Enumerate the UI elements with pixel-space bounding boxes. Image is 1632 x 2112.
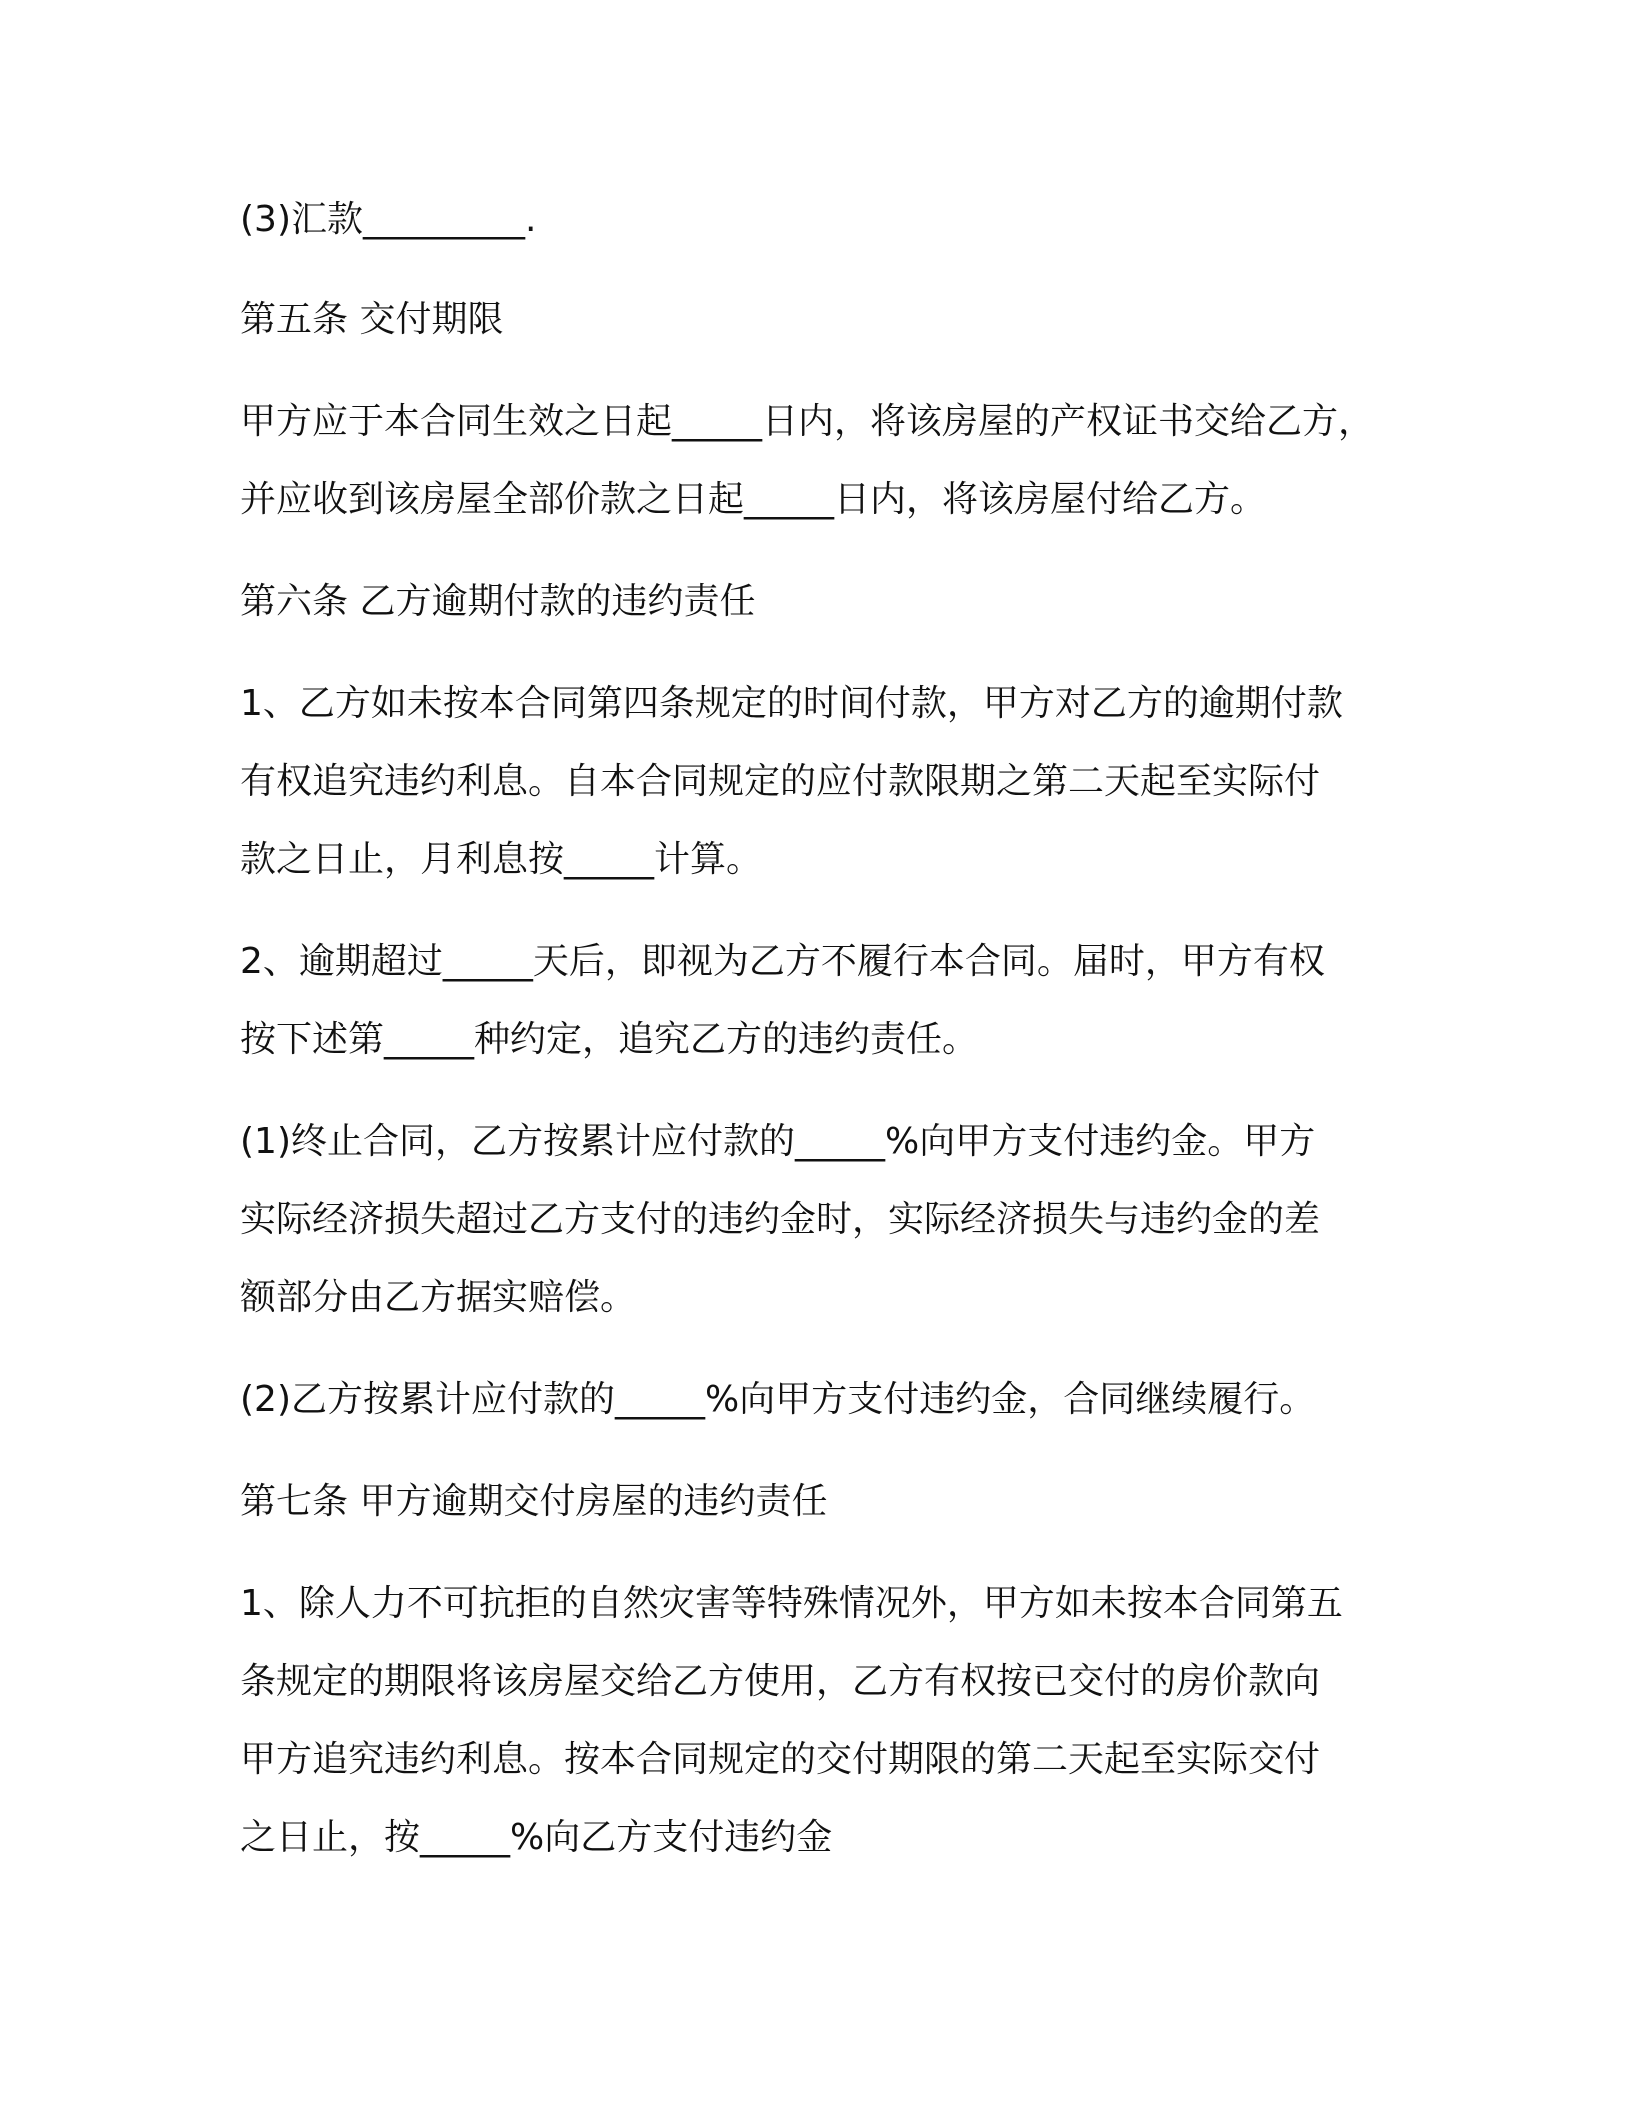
article-6-option-2: (2)乙方按累计应付款的_____%向甲方支付违约金，合同继续履行。 xyxy=(240,1379,1316,1420)
article-6-heading: 第六条 乙方逾期付款的违约责任 xyxy=(240,581,756,622)
payment-method-remittance: (3)汇款_________. xyxy=(240,199,537,240)
article-6-item-2-line-1: 2、逾期超过_____天后，即视为乙方不履行本合同。届时，甲方有权 xyxy=(240,941,1325,982)
article-7-item-1-line-3: 甲方追究违约利息。按本合同规定的交付期限的第二天起至实际交付 xyxy=(240,1739,1321,1780)
article-7-heading: 第七条 甲方逾期交付房屋的违约责任 xyxy=(240,1481,828,1522)
article-5-line-1: 甲方应于本合同生效之日起_____日内，将该房屋的产权证书交给乙方， xyxy=(240,401,1375,442)
article-6-option-1-line-1: (1)终止合同，乙方按累计应付款的_____%向甲方支付违约金。甲方 xyxy=(240,1121,1316,1162)
article-7-item-1-line-4: 之日止，按_____%向乙方支付违约金 xyxy=(240,1817,833,1858)
article-6-item-1-line-3: 款之日止，月利息按_____计算。 xyxy=(240,839,763,880)
article-7-item-1-line-2: 条规定的期限将该房屋交给乙方使用，乙方有权按已交付的房价款向 xyxy=(240,1661,1321,1702)
article-5-heading: 第五条 交付期限 xyxy=(240,299,504,340)
article-5-line-2: 并应收到该房屋全部价款之日起_____日内，将该房屋付给乙方。 xyxy=(240,479,1267,520)
article-7-item-1-line-1: 1、除人力不可抗拒的自然灾害等特殊情况外，甲方如未按本合同第五 xyxy=(240,1583,1343,1624)
article-6-item-2-line-2: 按下述第_____种约定，追究乙方的违约责任。 xyxy=(240,1019,979,1060)
article-6-option-1-line-3: 额部分由乙方据实赔偿。 xyxy=(240,1277,637,1318)
article-6-item-1-line-1: 1、乙方如未按本合同第四条规定的时间付款，甲方对乙方的逾期付款 xyxy=(240,683,1343,724)
article-6-option-1-line-2: 实际经济损失超过乙方支付的违约金时，实际经济损失与违约金的差 xyxy=(240,1199,1321,1240)
article-6-item-1-line-2: 有权追究违约利息。自本合同规定的应付款限期之第二天起至实际付 xyxy=(240,761,1321,802)
